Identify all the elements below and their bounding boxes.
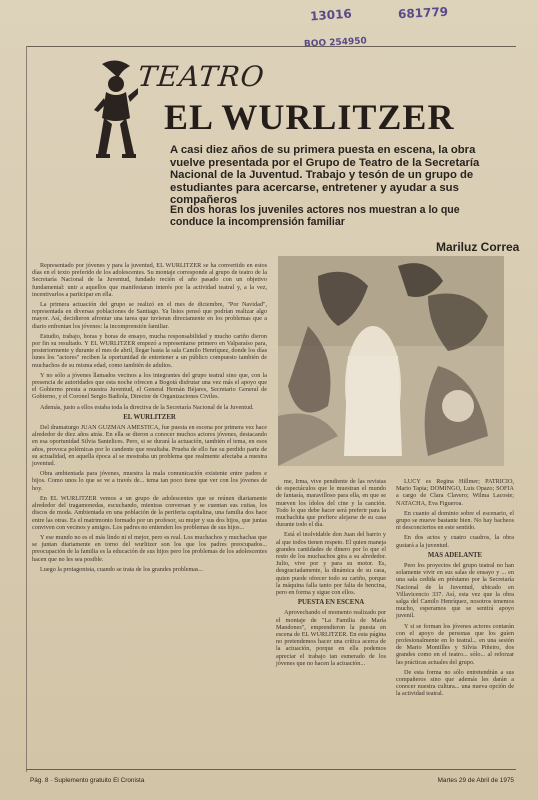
handwritten-note: 681779: [397, 4, 449, 22]
paragraph: me, Irma, vive pendiente de las revistas de espectáculos que le muestran el mundo de fantasía, maravilloso para ella, en que se mueven los ídolos del cine y la canción. Todo lo que debe hacer será preferir para la muchachita que prefiere alejarse de su casa durante todo el día.: [276, 478, 386, 529]
page-footer-date: Martes 29 de Abril de 1975: [437, 777, 514, 784]
paragraph: En EL WURLITZER vemos a un grupo de adolescentes que se reúnen diariamente alrededor del tragamonedas, escuchando, mientras conversan y se cuentan sus cuitas, los discos de moda. Ambientada en una población de la periferia capitalina, una familia dos hace entre las otras. Es el matrimonio formado por un profesor, su mujer y sus dos hijos, que juntas conviven con vecinos y amigos. Los padres no entienden los problemas de sus hijos...: [32, 494, 267, 531]
top-rule: [26, 46, 516, 47]
left-rule: [26, 46, 27, 772]
subheading: PUESTA EN ESCENA: [297, 599, 365, 607]
paragraph: En dos actos y cuatro cuadros, la obra gustará a la juventud.: [396, 534, 514, 549]
paragraph: Además, justo a ellos estaba toda la directiva de la Secretaría Nacional de la Juventud.: [40, 403, 254, 411]
author-byline: Mariluz Correa: [436, 240, 520, 254]
article-column-3: [396, 478, 514, 701]
jester-figure-icon: [92, 58, 140, 170]
page-title: EL WURLITZER: [164, 97, 455, 137]
page-footer-left: Pág. 8 · Suplemento gratuito El Cronista: [30, 777, 145, 784]
headline-deck: A casi diez años de su primera puesta en escena, la obra vuelve presentada por el Grupo de Teatro de la Secretaría Nacional de la Juventud. Trabajo y tesón de un grupo de estudiantes para acercarse, entretener y ayudar a sus compañeros: [170, 144, 480, 206]
paragraph: Aprovechando el momento realizado por el montaje de "La Familia de María Mandones", emprendieron la puesta en escena de EL WURLITZER. En esta página no pretendemos hacer una crítica acerca de la actuación, porque en ella podemos apreciar el trabajo tan esmerado de los jóvenes que no hacen la actuación...: [276, 609, 386, 667]
section-title: TEATRO: [136, 60, 267, 93]
paragraph: Luego la protagonista, cuando se trata de los grandes problemas...: [40, 565, 204, 573]
article-column-1: [32, 262, 267, 576]
paragraph: Está el inolvidable don Juan del barrio y al que todos tienen respeto. El quien maneja grandes cantidades de dinero por lo que el resto de los muchachos gira a su alrededor. Julio, vive por y para su motor. Es, desgraciadamente, la dinámica de su casa, quien puede ofrecer todo su cariño, porque la máquina falla tanto por falta de bencina, pero en forma y sigue con ellos.: [276, 531, 386, 597]
subheading: EL WURLITZER: [123, 413, 176, 421]
paragraph: Obra ambientada para jóvenes, muestra la mala comunicación existente entre padres e hijos. Como unos lo que se ve a través de... tema tan poco tiene que ver con los jóvenes de hoy.: [32, 470, 267, 492]
paragraph: Y ese mundo no es el más lindo ni el mejor, pero es real. Los muchachos y muchachas que se juntan diariamente en torno del wurlitzer son los que los padres preocupados... preocupación de la familia es la educación de sus hijos pero los problemas de los adolescentes hacen que no les sea posible.: [32, 533, 267, 563]
article-column-2: [276, 478, 386, 670]
subheading: MAS ADELANTE: [427, 551, 483, 559]
paragraph: Estudio, trabajo, horas y horas de ensayo, mucha responsabilidad y mucho cariño dieron por fin su resultado. Y EL WURLITZER empezó a representarse primero en Valparaíso para, posteriormente y durante el mes de abril, llegar hasta la sala Camilo Henríquez, donde los días lunes los "actores" reciben la oportunidad de entretener a un público compuesto también de muchachos de su misma edad, como también de adultos.: [32, 332, 267, 369]
paragraph: Representado por jóvenes y para la juventud, EL WURLITZER se ha convertido en estos días en el texto preferido de los adolescentes. Su montaje corresponde al grupo de teatro de la Secretaría Nacional de la Juventud, fundado recién el año pasado con un objetivo fundamental: unir a aquellos que manifestaran interés por la actividad teatral y, a la vez, incentivarlos a participar en ella.: [32, 262, 267, 298]
handwritten-note: BOO 254950: [303, 36, 368, 50]
paragraph: Pero los proyectos del grupo teatral no han solamente vivir en sus salas de ensayo y ... en una sala cedida en préstamo por la Secretaría Nacional de la Juventud, ubicado en Villavicencio 337. Así, esta vez que la obra salga del Camilo Henríquez, nosotros tenemos mucho, esperamos que se sentirá apoyo juvenil.: [396, 562, 514, 620]
paragraph: Y si se forman los jóvenes actores contarán con el apoyo de personas que los guíen profesionalmente en lo teatral... en una sesión de Mario Montilles y Silvia Piñeiro, dos grandes como en el teatro... sólo... al reforzar las prácticas actuales del grupo.: [396, 622, 514, 666]
headline-subdeck: En dos horas los juveniles actores nos muestran a lo que conduce la incomprensión familiar: [170, 204, 460, 228]
paragraph: En cuanto al dominio sobre el escenario, el grupo se mueve bastante bien. No hay bacheos ni desconciertos en este sentido.: [396, 509, 514, 532]
handwritten-note: 13016: [309, 6, 353, 24]
paragraph: De esta forma no sólo entretendrán a sus compañeros sino que además les darán a conocer nuestra cultura... una nueva opción de la actividad teatral.: [396, 668, 514, 698]
paragraph: LUCY es Regina Hillmer; PATRICIO, Mario Tapia; DOMINGO, Luis Opazo; SOFIA a cargo de Clara Clavero; Wilma Lacoste; NATACHA, Eva Figueroa.: [396, 478, 514, 507]
stage-photo: [278, 256, 504, 466]
bottom-rule: [26, 769, 516, 770]
paragraph: Del dramaturgo JUAN GUZMAN AMESTICA, fue puesta en escena por primera vez hace alrededor de diez años atrás. En ella se dieron a conocer muchos actores jóvenes, destacando en esa oportunidad Silvia Santelices. Pero, si se durará la actuación, también el tema, en esos años, provoca polémicas por lo candente que resultaba. Prueba de ello fue su perdido parte de su actualidad, en aquella época al se mostraba un problema que realmente afectaba a nuestra juventud.: [32, 424, 267, 468]
paragraph: Y no sólo a jóvenes llamados vecinos a los integrantes del grupo teatral sino que, con la presencia de autoridades que esta noche ofrecen a Bogotá disfrutar una vez más el apoyo que el Gobierno presta a nuestra Juventud, el General Hernán Béjares, Secretario General de Gobierno, y el Coronel Sergio Badiola, Director de Organizaciones Civiles.: [32, 371, 267, 401]
paragraph: La primera actuación del grupo se realizó en el mes de diciembre, "Por Navidad", representada en diversas poblaciones de Santiago. Ya listos pensó que podrían realizar algo mayor. Así, decidieron afrontar una tarea que tuvieran directamente en los problemas que a diario enfrentan los jóvenes: la incomprensión familiar.: [32, 301, 267, 330]
